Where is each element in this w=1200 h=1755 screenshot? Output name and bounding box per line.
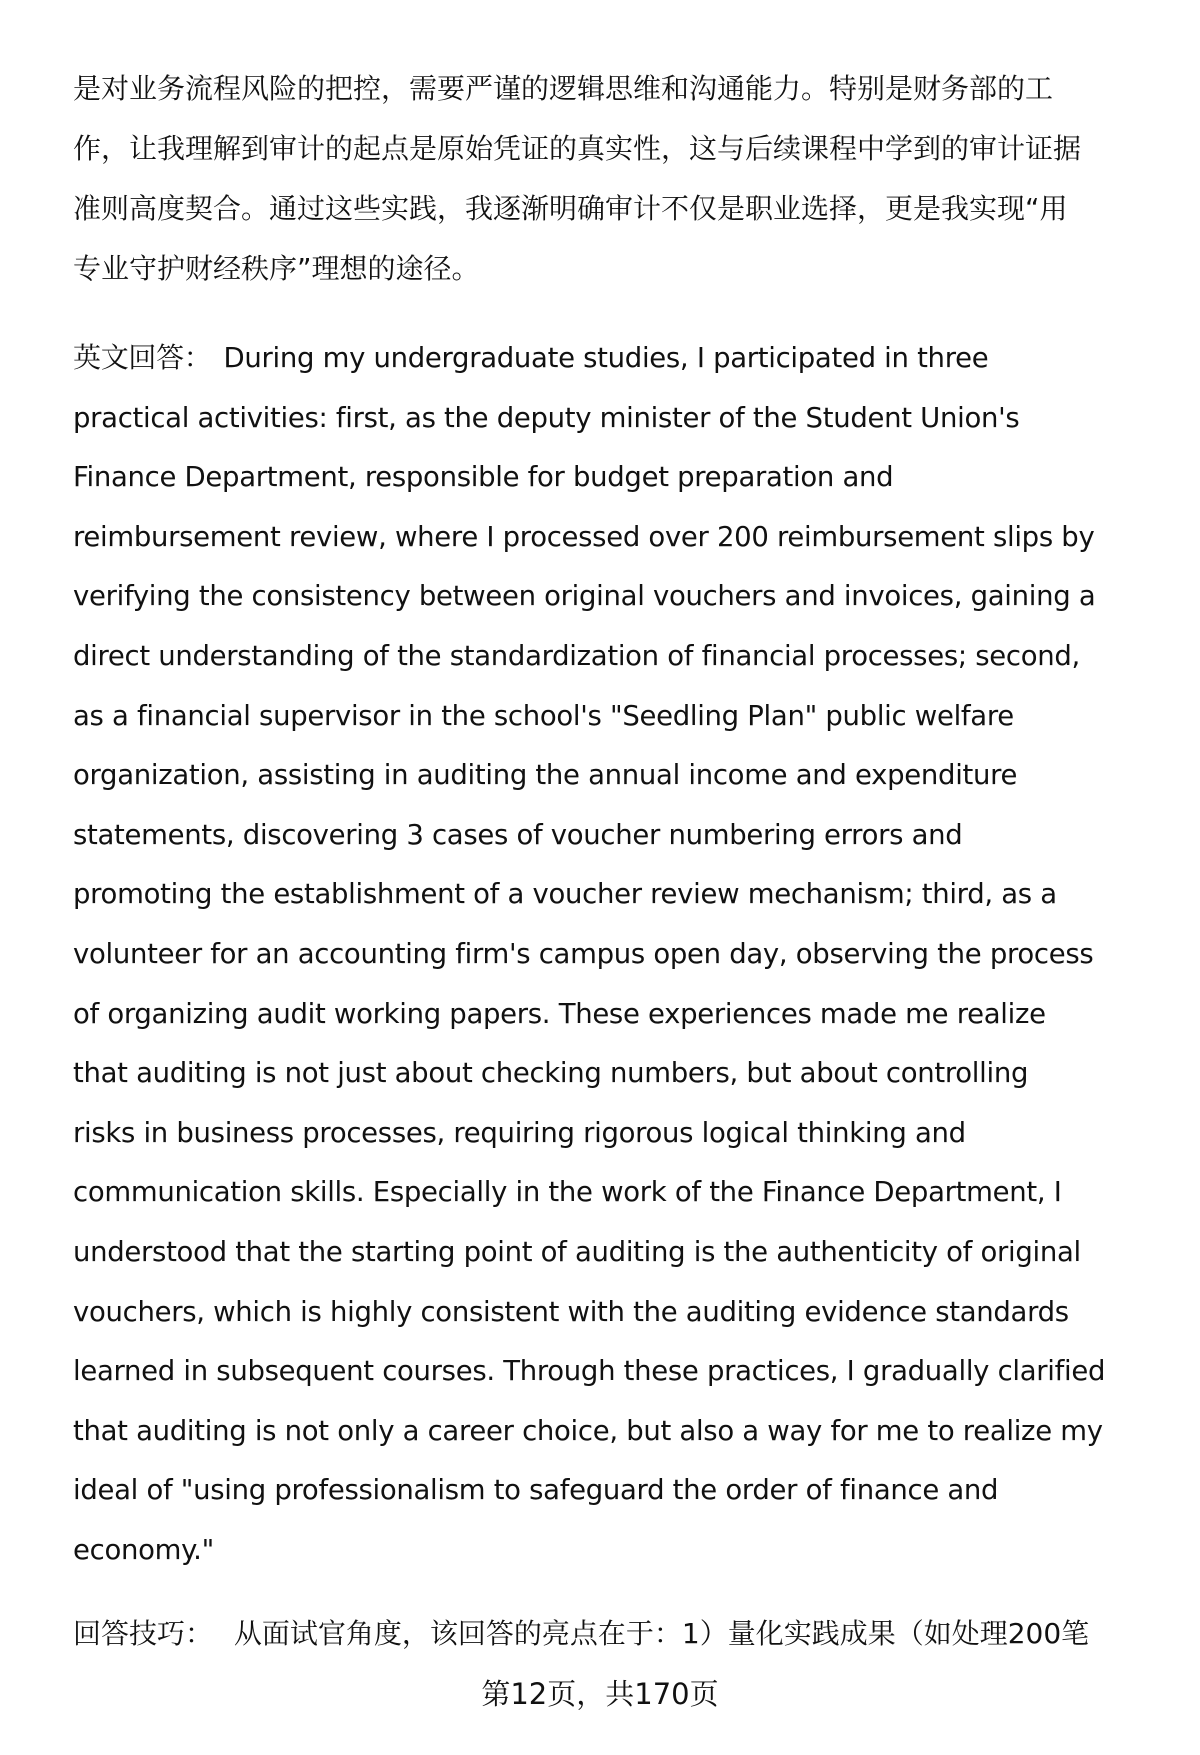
text-line-content: reimbursement review, where I processed over 200 reimbursement slips by — [73, 520, 1095, 553]
text-line — [73, 1292, 1069, 1332]
text-line-content: economy." — [73, 1534, 214, 1566]
text-line-content: direct understanding of the standardization of financial processes; second, — [73, 640, 1080, 672]
text-line-content: practical activities: first, as the deputy minister of the Student Union's — [73, 401, 1020, 434]
text-line — [73, 338, 988, 378]
text-line — [73, 994, 1046, 1034]
text-line: 作，让我理解到审计的起点是原始凭证的真实性，这与后续课程中学到的审计证据 — [73, 132, 1082, 165]
text-line: 专业守护财经秩序”理想的途径。 — [73, 252, 480, 285]
english-answer-label: 英文回答： — [73, 341, 212, 374]
text-line-content: learned in subsequent courses. Through these practices, I gradually clarified — [73, 1355, 1106, 1388]
text-line-content: Finance Department, responsible for budget preparation and — [73, 461, 894, 494]
tips-text: 从面试官角度，该回答的亮点在于：1）量化实践成果（如处理200笔 — [233, 1617, 1090, 1650]
text-line: 是对业务流程风险的把控，需要严谨的逻辑思维和沟通能力。特别是财务部的工 — [73, 72, 1054, 105]
text-line — [73, 398, 1019, 438]
text-line — [73, 1172, 1062, 1212]
text-line — [73, 576, 1095, 616]
text-line — [73, 815, 962, 855]
text-line-content: volunteer for an accounting firm's campus open day, observing the process — [73, 938, 1094, 970]
text-line — [73, 1470, 998, 1510]
text-line-content: ideal of "using professionalism to safeguard the order of finance and — [73, 1474, 999, 1507]
text-line-content: promoting the establishment of a voucher review mechanism; third, as a — [73, 878, 1057, 911]
page-number-footer: 第12页，共170页 — [481, 1677, 719, 1711]
text-line — [73, 517, 1094, 557]
text-line-content: vouchers, which is highly consistent with the auditing evidence standards — [73, 1295, 1069, 1328]
text-line — [73, 934, 1093, 974]
text-line: 准则高度契合。通过这些实践，我逐渐明确审计不仅是职业选择，更是我实现“用 — [73, 192, 1068, 225]
text-line — [73, 1530, 214, 1570]
text-line — [73, 1232, 1081, 1272]
answer-tips — [73, 1614, 1089, 1654]
text-line — [73, 755, 1017, 795]
text-line-content: understood that the starting point of auditing is the authenticity of original — [73, 1236, 1081, 1268]
text-line-content: risks in business processes, requiring rigorous logical thinking and — [73, 1116, 966, 1149]
text-line-content: communication skills. Especially in the work of the Finance Department, I — [73, 1176, 1062, 1209]
text-line-content: as a financial supervisor in the school's "Seedling Plan" public welfare — [73, 699, 1014, 732]
text-line — [73, 696, 1014, 736]
text-line — [73, 1351, 1105, 1391]
text-line-content: verifying the consistency between original vouchers and invoices, gaining a — [73, 580, 1096, 613]
text-line — [73, 1113, 966, 1153]
text-line — [73, 636, 1080, 676]
text-line-content: statements, discovering 3 cases of voucher numbering errors and — [73, 818, 963, 851]
text-line-content: of organizing audit working papers. These experiences made me realize — [73, 997, 1046, 1030]
text-line — [73, 457, 893, 497]
text-line — [73, 1411, 1103, 1451]
text-line-content: During my undergraduate studies, I participated in three — [223, 342, 989, 374]
text-line — [73, 874, 1057, 914]
tips-label: 回答技巧： — [73, 1617, 214, 1650]
text-line-content: that auditing is not just about checking numbers, but about controlling — [73, 1057, 1029, 1090]
text-line — [73, 1053, 1028, 1093]
text-line-content: organization, assisting in auditing the annual income and expenditure — [73, 759, 1018, 792]
text-line-content: that auditing is not only a career choice, but also a way for me to realize my — [73, 1414, 1103, 1447]
